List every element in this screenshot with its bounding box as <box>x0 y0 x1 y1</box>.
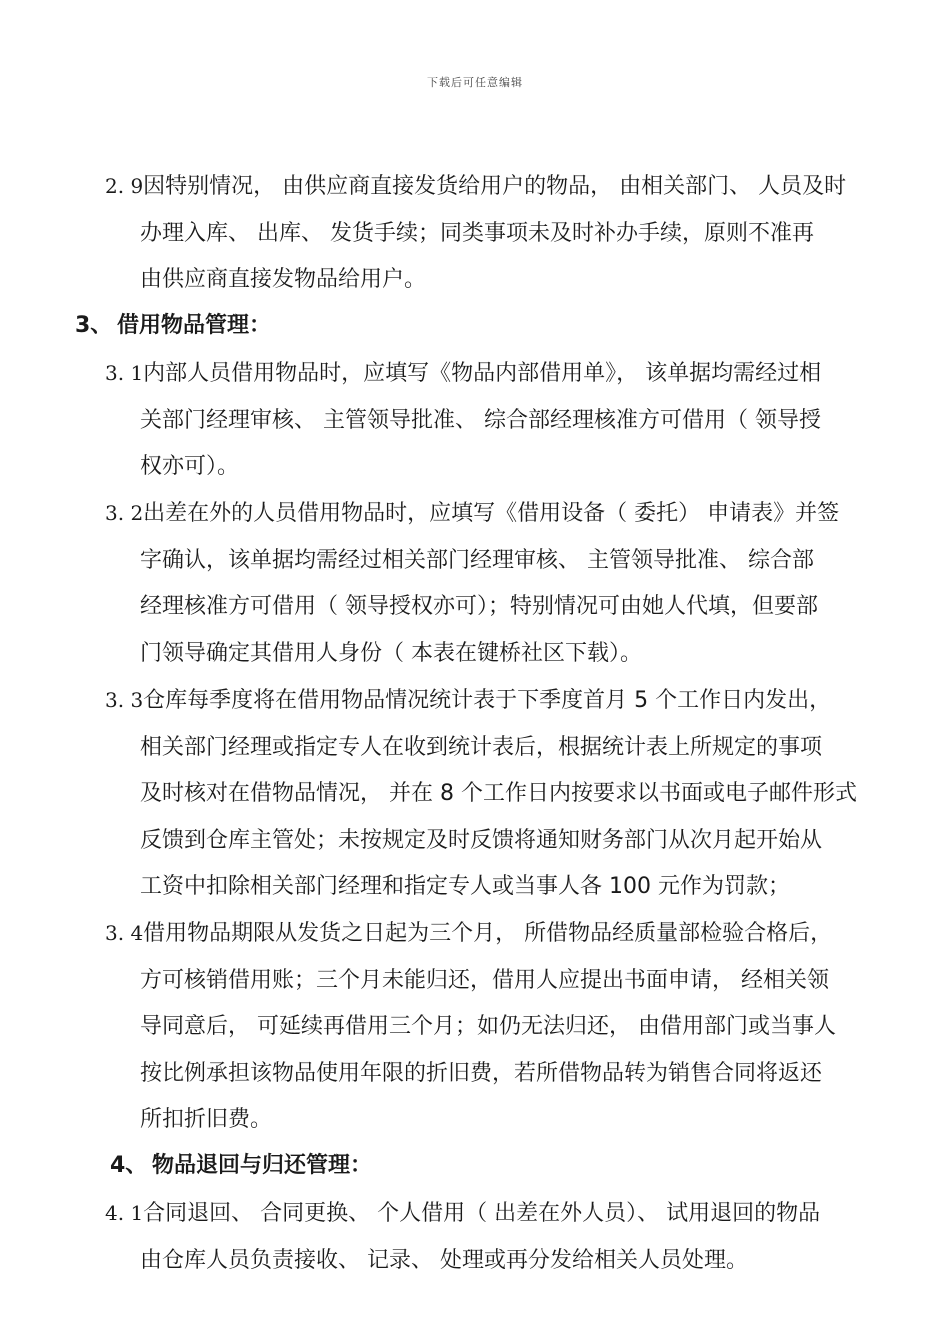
paragraph-line: 按比例承担该物品使用年限的折旧费，若所借物品转为销售合同将返还 <box>140 1060 823 1086</box>
clause-number: 3. 2 <box>105 501 144 525</box>
paragraph-line: 相关部门经理或指定专人在收到统计表后，根据统计表上所规定的事项 <box>140 734 823 760</box>
paragraph-line: 门领导确定其借用人身份（ 本表在键桥社区下载）。 <box>140 640 642 666</box>
paragraph-line: 导同意后， 可延续再借用三个月；如仍无法归还， 由借用部门或当事人 <box>140 1014 836 1039</box>
paragraph-2-9 <box>105 163 885 304</box>
paragraph-line <box>105 490 885 538</box>
clause-number: 4. 1 <box>105 1201 144 1225</box>
paragraph-line: 关部门经理审核、 主管领导批准、 综合部经理核准方可借用（ 领导授 <box>140 407 821 433</box>
clause-number: 3. 1 <box>105 361 144 385</box>
line-text: 借用物品期限从发货之日起为三个月， 所借物品经质量部检验合格后， <box>143 921 833 946</box>
line-text: 出差在外的人员借用物品时，应填写《借用设备（ 委托） 申请表》并签 <box>143 501 840 526</box>
line-text: 合同退回、 合同更换、 个人借用（ 出差在外人员）、 试用退回的物品 <box>143 1201 821 1226</box>
paragraph-line: 经理核准方可借用（ 领导授权亦可）；特别情况可由她人代填，但要部 <box>140 594 818 619</box>
paragraph-4-1 <box>105 1190 885 1284</box>
line-text: 内部人员借用物品时，应填写《物品内部借用单》， 该单据均需经过相 <box>143 361 822 386</box>
paragraph-line <box>105 1190 885 1238</box>
clause-number: 3. 4 <box>105 921 144 945</box>
paragraph-3-1 <box>105 350 885 491</box>
heading-title: 借用物品管理： <box>117 313 272 338</box>
heading-number: 3、 <box>75 313 113 338</box>
paragraph-line <box>105 910 885 958</box>
line-text: 仓库每季度将在借用物品情况统计表于下季度首月 5 个工作日内发出， <box>143 688 832 713</box>
paragraph-3-2 <box>105 490 885 677</box>
line-text: 因特别情况， 由供应商直接发货给用户的物品， 由相关部门、 人员及时 <box>143 174 847 199</box>
paragraph-line: 及时核对在借物品情况， 并在 8 个工作日内按要求以书面或电子邮件形式 <box>140 781 857 806</box>
section-heading-3 <box>75 303 271 350</box>
paragraph-line: 方可核销借用账；三个月未能归还，借用人应提出书面申请， 经相关领 <box>140 967 829 993</box>
paragraph-line: 反馈到仓库主管处；未按规定及时反馈将通知财务部门从次月起开始从 <box>140 827 823 853</box>
paragraph-3-4 <box>105 910 885 1144</box>
paragraph-line <box>105 163 885 211</box>
clause-number: 3. 3 <box>105 688 144 712</box>
paragraph-line: 所扣折旧费。 <box>140 1107 273 1132</box>
paragraph-line: 权亦可）。 <box>140 454 240 479</box>
paragraph-line: 由仓库人员负责接收、 记录、 处理或再分发给相关人员处理。 <box>140 1247 748 1273</box>
section-heading-4 <box>110 1143 372 1190</box>
paragraph-3-3 <box>105 677 885 911</box>
heading-number: 4、 <box>110 1153 148 1178</box>
paragraph-line <box>105 677 885 725</box>
heading-title: 物品退回与归还管理： <box>152 1153 373 1178</box>
paragraph-line: 工资中扣除相关部门经理和指定专人或当事人各 100 元作为罚款； <box>140 874 790 899</box>
running-header: 下载后可任意编辑 <box>427 76 523 89</box>
clause-number: 2. 9 <box>105 174 144 198</box>
paragraph-line: 字确认，该单据均需经过相关部门经理审核、 主管领导批准、 综合部 <box>140 547 814 573</box>
paragraph-line <box>105 350 885 398</box>
paragraph-line: 由供应商直接发物品给用户。 <box>140 267 427 292</box>
paragraph-line: 办理入库、 出库、 发货手续；同类事项未及时补办手续，原则不准再 <box>140 220 814 246</box>
